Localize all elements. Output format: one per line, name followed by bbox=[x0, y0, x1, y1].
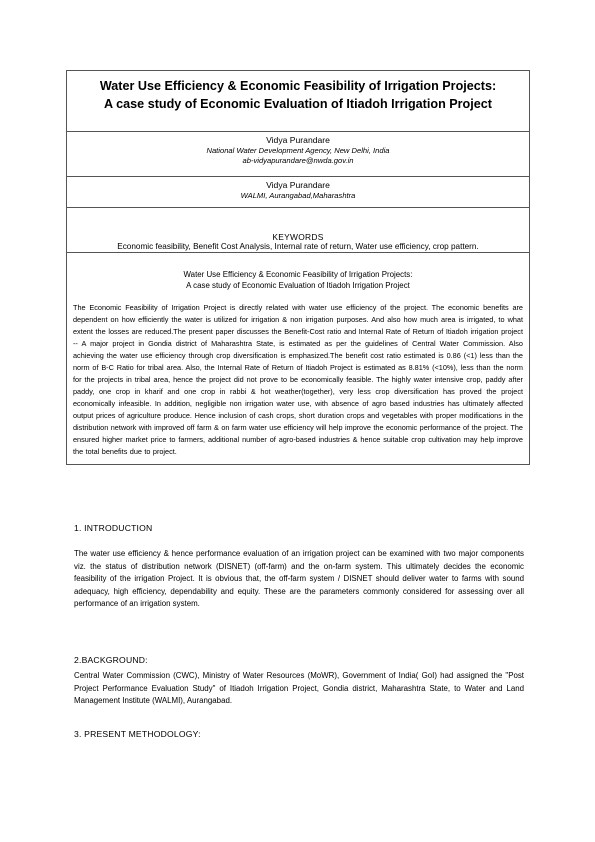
author-1-email: ab-vidyapurandare@nwda.gov.in bbox=[242, 156, 354, 165]
keywords-section bbox=[67, 207, 529, 252]
paper-title-line-1: Water Use Efficiency & Economic Feasibility of Irrigation Projects: bbox=[99, 79, 497, 93]
section-paragraph: Central Water Commission (CWC), Ministry of Water Resources (MoWR), Government of India( GoI) had assigned the "Post Project Performance Evaluation Study" of Itiadoh Irrigation Project, Gondia district, Maharashtra State, to Water and Land Management Institute (WALMI), Aurangabad. bbox=[74, 671, 524, 705]
abstract-section bbox=[67, 252, 529, 464]
section-heading: 3. PRESENT METHODOLOGY: bbox=[74, 729, 201, 739]
abstract-title-line-1: Water Use Efficiency & Economic Feasibility of Irrigation Projects: bbox=[183, 270, 413, 279]
section-introduction bbox=[74, 523, 524, 611]
abstract-title-line-2: A case study of Economic Evaluation of Itiadoh Irrigation Project bbox=[186, 281, 410, 290]
front-matter-box bbox=[66, 70, 530, 465]
author-1-affiliation: National Water Development Agency, New Delhi, India bbox=[206, 146, 390, 155]
section-methodology bbox=[74, 729, 524, 740]
author-1-name: Vidya Purandare bbox=[266, 135, 330, 145]
abstract-text: The Economic Feasibility of Irrigation Project is directly related with water use efficiency of the project. The economic benefits are dependent on how efficiently the water is utilized for irrigation & non irrigation purposes. And also how much area is irrigated, to what extent the losses are reduced.The present paper discusses the Benefit-Cost ratio and Internal Rate of Return of Itiadoh irrigation project -- A major project in Gondia district of Maharashtra State, is estimated as per the guidelines of Central Water Commission. Also achieving the water use efficiency through crop diversification is emphasized.The benefit cost ratio estimated is 0.86 (<1) less than the norm of B-C Ratio for tribal area. Also, the Internal Rate of Return of Itiadoh Project is estimated as 8.81% (<10%), less than the norm for the projects in tribal area, hence the project did not prove to be economically feasible. The highly water intensive crop, paddy after paddy, one crop in kharif and one crop in rabbi & hot weather(together), very less crop diversification has proved the project economically infeasible. In addition, negligible non irrigation water use, with absence of agro based industries has ultimately affected output prices of agriculture produce. Hence inclusion of cash crops, short duration crops and vegetables with proper modifications in the distribution network with improved off farm & on farm water use efficiency will help improve the economic performance of the project. The ensured higher market price to farmers, additional number of agro-based industries & hence suitable crop cultivation may help improve the total benefits due to project. bbox=[73, 303, 523, 456]
title-section bbox=[67, 71, 529, 131]
section-heading: 2.BACKGROUND: bbox=[74, 655, 148, 665]
author-2-section bbox=[67, 176, 529, 207]
section-background bbox=[74, 655, 524, 708]
section-paragraph: The water use efficiency & hence performance evaluation of an irrigation project can be examined with two major components viz. the status of distribution network (DISNET) (off-farm) and the on-farm system. This ultimately decides the economic feasibility of the irrigation Project. It is obvious that, the off-farm system / DISNET should deliver water to farms with sound adequacy, high efficiency, dependability and equity. These are the parameters commonly considered for assessing over all performance of an irrigation system. bbox=[74, 549, 524, 608]
paper-title-line-2: A case study of Economic Evaluation of Itiadoh Irrigation Project bbox=[104, 97, 492, 111]
keywords-heading: KEYWORDS bbox=[272, 232, 324, 242]
author-1-section bbox=[67, 131, 529, 176]
section-heading: 1. INTRODUCTION bbox=[74, 523, 153, 533]
author-2-affiliation: WALMI, Aurangabad,Maharashtra bbox=[240, 191, 356, 200]
author-2-name: Vidya Purandare bbox=[266, 180, 330, 190]
keywords-text: Economic feasibility, Benefit Cost Analysis, Internal rate of return, Water use efficiency, crop pattern. bbox=[117, 242, 479, 251]
